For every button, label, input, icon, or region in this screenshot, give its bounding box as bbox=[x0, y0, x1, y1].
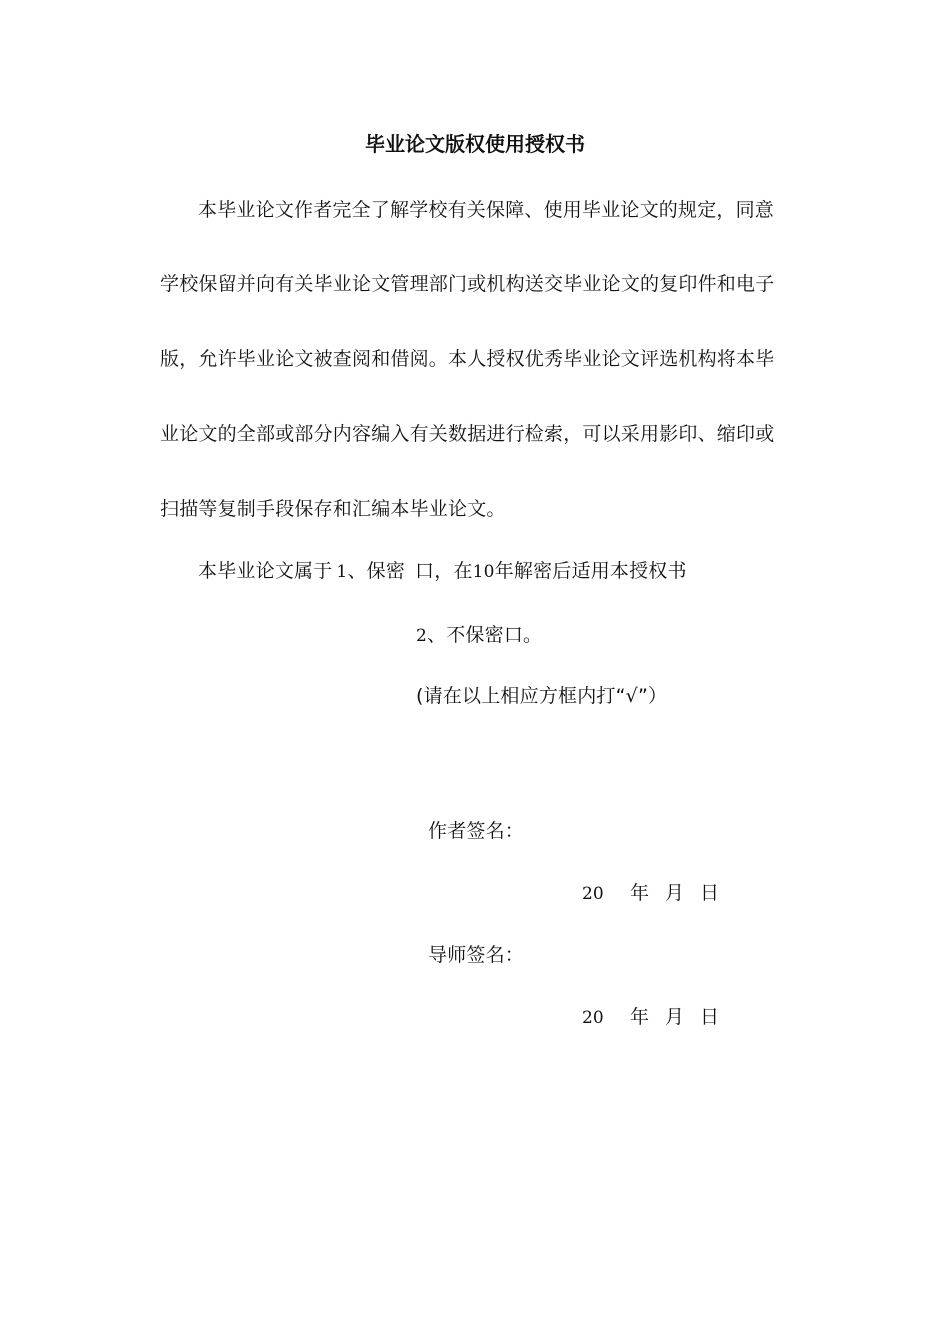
option-number: 2 bbox=[416, 626, 428, 646]
date-year-unit: 年 bbox=[630, 882, 650, 904]
date-month-unit: 月 bbox=[665, 1006, 685, 1028]
date-day-unit: 日 bbox=[700, 1006, 720, 1028]
option-text: 年解密后适用本授权书 bbox=[494, 560, 687, 582]
date-day-unit: 日 bbox=[700, 882, 720, 904]
paragraph-line: 本毕业论文作者完全了解学校有关保障、使用毕业论文的规定，同意 bbox=[198, 199, 775, 221]
paragraph-line: 扫描等复制手段保存和汇编本毕业论文。 bbox=[160, 498, 506, 520]
date-year-unit: 年 bbox=[630, 1006, 650, 1028]
decrypt-years: 10 bbox=[472, 562, 495, 582]
option-text: ，在 bbox=[434, 560, 473, 582]
date-year-prefix: 20 bbox=[582, 1008, 604, 1028]
option-prefix: 本毕业论文属于 bbox=[198, 560, 333, 582]
advisor-signature-label: 导师签名： bbox=[428, 944, 525, 966]
paragraph-line: 业论文的全部或部分内容编入有关数据进行检索，可以采用影印、缩印或 bbox=[160, 423, 775, 445]
confidentiality-option-2 bbox=[416, 620, 542, 647]
author-signature-label: 作者签名： bbox=[428, 820, 525, 842]
confidential-checkbox[interactable]: 口 bbox=[415, 560, 435, 582]
date-year-prefix: 20 bbox=[582, 884, 604, 904]
option-text: 、保密 bbox=[347, 560, 406, 582]
paragraph-line: 版，允许毕业论文被查阅和借阅。本人授权优秀毕业论文评选机构将本毕 bbox=[160, 348, 775, 370]
not-confidential-option-text: 、不保密口。 bbox=[427, 624, 543, 646]
paragraph-line: 学校保留并向有关毕业论文管理部门或机构送交毕业论文的复印件和电子 bbox=[160, 273, 775, 295]
confidentiality-option-1 bbox=[198, 556, 687, 583]
checkbox-instruction: (请在以上相应方框内打“√”） bbox=[416, 685, 668, 707]
document-title: 毕业论文版权使用授权书 bbox=[365, 132, 585, 156]
author-date bbox=[582, 878, 735, 905]
date-month-unit: 月 bbox=[665, 882, 685, 904]
advisor-date bbox=[582, 1002, 735, 1029]
option-number: 1 bbox=[336, 562, 348, 582]
